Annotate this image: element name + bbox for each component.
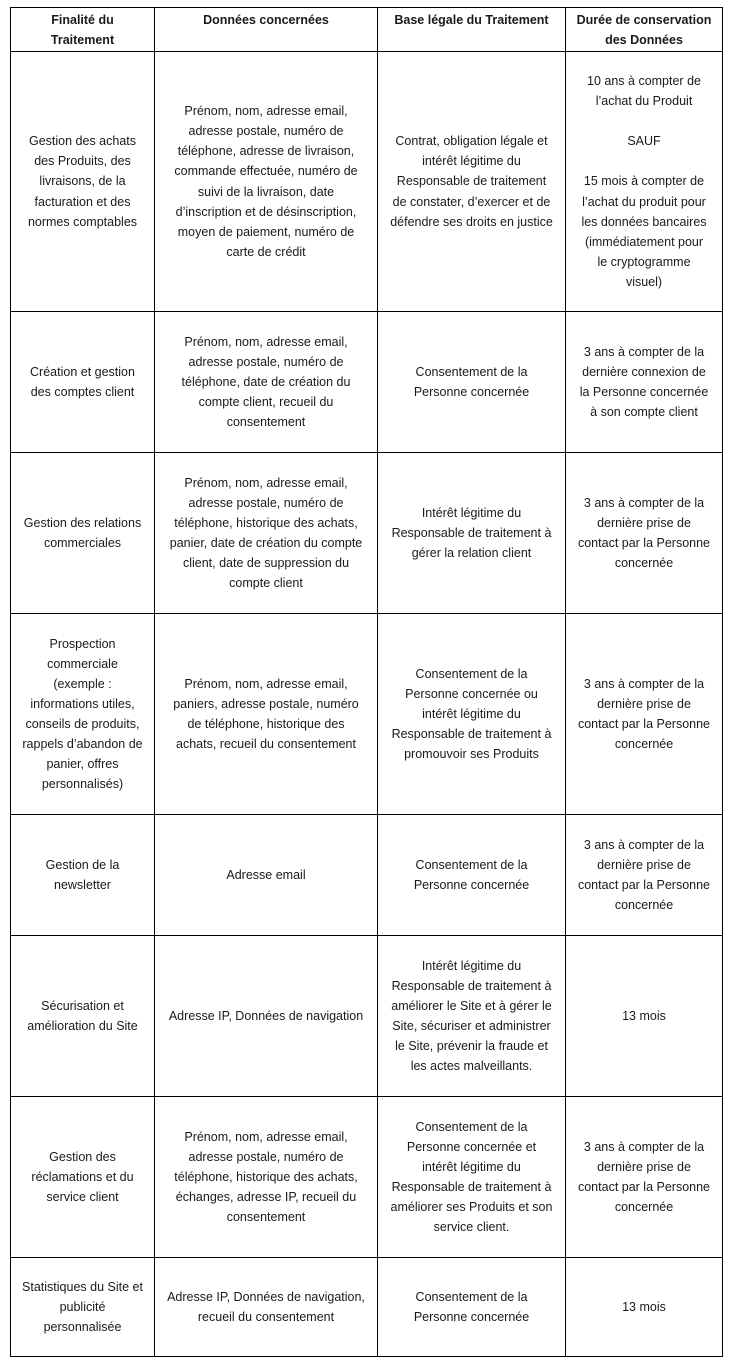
table-row bbox=[11, 936, 723, 1097]
cell-donnees: Prénom, nom, adresse email, adresse postale, numéro de téléphone, adresse de livraison, commande effectuée, numéro de suivi de la livraison, date d’inscription et de désinscription, moyen de paiement, numéro de carte de crédit bbox=[155, 52, 378, 312]
cell-donnees: Prénom, nom, adresse email, adresse postale, numéro de téléphone, historique des achats, panier, date de création du compte client, date de suppression du compte client bbox=[155, 453, 378, 614]
header-donnees: Données concernées bbox=[155, 8, 378, 52]
cell-duree: 3 ans à compter de la dernière connexion de la Personne concernée à son compte client bbox=[566, 312, 723, 453]
cell-duree: 3 ans à compter de la dernière prise de contact par la Personne concernée bbox=[566, 614, 723, 815]
cell-duree: 10 ans à compter de l’achat du Produit SAUF 15 mois à compter de l’achat du produit pour les données bancaires (immédiatement pour le cryptogramme visuel) bbox=[566, 52, 723, 312]
cell-base-legale: Consentement de la Personne concernée bbox=[378, 1258, 566, 1357]
cell-base-legale: Consentement de la Personne concernée et intérêt légitime du Responsable de traitement à améliorer ses Produits et son service client. bbox=[378, 1097, 566, 1258]
table-row bbox=[11, 1097, 723, 1258]
cell-finalite: Gestion des relations commerciales bbox=[11, 453, 155, 614]
header-finalite: Finalité du Traitement bbox=[11, 8, 155, 52]
cell-finalite: Prospection commerciale (exemple : informations utiles, conseils de produits, rappels d’abandon de panier, offres personnalisés) bbox=[11, 614, 155, 815]
table-row bbox=[11, 614, 723, 815]
table-row bbox=[11, 312, 723, 453]
table-row bbox=[11, 815, 723, 936]
cell-donnees: Adresse email bbox=[155, 815, 378, 936]
data-processing-table bbox=[10, 7, 723, 1357]
cell-donnees: Adresse IP, Données de navigation, recueil du consentement bbox=[155, 1258, 378, 1357]
cell-base-legale: Contrat, obligation légale et intérêt légitime du Responsable de traitement de constater, d’exercer et de défendre ses droits en justice bbox=[378, 52, 566, 312]
cell-donnees: Prénom, nom, adresse email, adresse postale, numéro de téléphone, date de création du compte client, recueil du consentement bbox=[155, 312, 378, 453]
cell-finalite: Création et gestion des comptes client bbox=[11, 312, 155, 453]
cell-donnees: Adresse IP, Données de navigation bbox=[155, 936, 378, 1097]
table-row bbox=[11, 52, 723, 312]
cell-donnees: Prénom, nom, adresse email, adresse postale, numéro de téléphone, historique des achats, échanges, adresse IP, recueil du consentement bbox=[155, 1097, 378, 1258]
cell-base-legale: Intérêt légitime du Responsable de traitement à améliorer le Site et à gérer le Site, sécuriser et administrer le Site, prévenir la fraude et les actes malveillants. bbox=[378, 936, 566, 1097]
cell-donnees: Prénom, nom, adresse email, paniers, adresse postale, numéro de téléphone, historique des achats, recueil du consentement bbox=[155, 614, 378, 815]
cell-finalite: Gestion des achats des Produits, des livraisons, de la facturation et des normes comptables bbox=[11, 52, 155, 312]
table-row bbox=[11, 453, 723, 614]
cell-base-legale: Consentement de la Personne concernée bbox=[378, 312, 566, 453]
cell-base-legale: Consentement de la Personne concernée ou intérêt légitime du Responsable de traitement à promouvoir ses Produits bbox=[378, 614, 566, 815]
cell-duree: 3 ans à compter de la dernière prise de contact par la Personne concernée bbox=[566, 453, 723, 614]
header-row bbox=[11, 8, 723, 52]
cell-finalite: Sécurisation et amélioration du Site bbox=[11, 936, 155, 1097]
cell-finalite: Gestion des réclamations et du service client bbox=[11, 1097, 155, 1258]
cell-duree: 13 mois bbox=[566, 1258, 723, 1357]
cell-duree: 3 ans à compter de la dernière prise de contact par la Personne concernée bbox=[566, 1097, 723, 1258]
cell-duree: 13 mois bbox=[566, 936, 723, 1097]
header-base-legale: Base légale du Traitement bbox=[378, 8, 566, 52]
cell-finalite: Statistiques du Site et publicité personnalisée bbox=[11, 1258, 155, 1357]
header-duree: Durée de conservation des Données bbox=[566, 8, 723, 52]
cell-base-legale: Intérêt légitime du Responsable de traitement à gérer la relation client bbox=[378, 453, 566, 614]
table-row bbox=[11, 1258, 723, 1357]
cell-duree: 3 ans à compter de la dernière prise de contact par la Personne concernée bbox=[566, 815, 723, 936]
cell-finalite: Gestion de la newsletter bbox=[11, 815, 155, 936]
cell-base-legale: Consentement de la Personne concernée bbox=[378, 815, 566, 936]
